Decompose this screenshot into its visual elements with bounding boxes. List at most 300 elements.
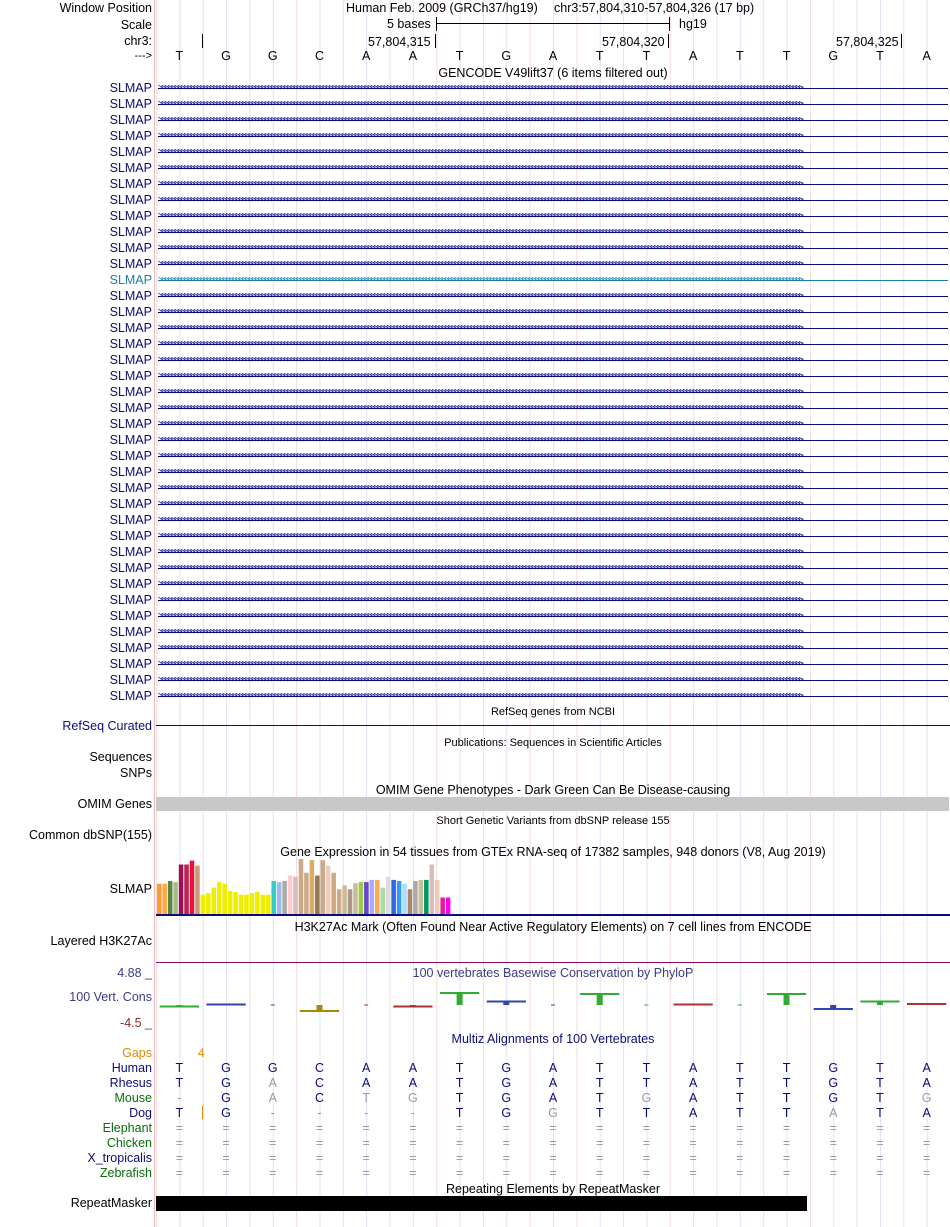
aligned-base: = <box>829 1136 837 1150</box>
aligned-base: = <box>922 1166 931 1180</box>
gtex-tissue-bar <box>391 880 396 914</box>
aligned-base: = <box>782 1166 791 1180</box>
aligned-base: = <box>222 1151 230 1165</box>
sequence-base: A <box>548 49 558 63</box>
strand-chevrons: >>>>>>>>>>>>>>>>>>>>>>>>>>>>>>>>>>>>>>>>>>>>>>>>>>>>>>>>>>>>>>>>>>>>>>>>>>>>>>>>>>>>>>>>>>>>>>>>>>>>>>>>>>>>>>>>>>>>>>>>>>>>>>>>>>>>>>>>>>>>>>>>>>>>>>>>>>>>>>>>>>>>>>>>>>>>>>>>>>>>>>>>>>>>>>>>>>>>>>>> <box>158 147 802 157</box>
aligned-base: T <box>876 1076 884 1090</box>
gtex-tissue-bar <box>430 865 435 915</box>
tick-mark <box>202 34 203 48</box>
gtex-tissue-bar <box>212 888 217 914</box>
aligned-base: = <box>549 1136 557 1150</box>
aligned-base: A <box>829 1106 838 1120</box>
gencode-transcript-label[interactable]: SLMAP <box>109 529 152 543</box>
gencode-transcript-label[interactable]: SLMAP <box>109 145 152 159</box>
dbsnp-track-label[interactable]: Common dbSNP(155) <box>29 828 152 842</box>
aligned-base: A <box>268 1091 277 1105</box>
repeatmasker-element-bar[interactable] <box>156 1196 807 1211</box>
gencode-transcript-label[interactable]: SLMAP <box>109 337 152 351</box>
window-position-label: Window Position <box>59 1 152 15</box>
strand-chevrons: >>>>>>>>>>>>>>>>>>>>>>>>>>>>>>>>>>>>>>>>>>>>>>>>>>>>>>>>>>>>>>>>>>>>>>>>>>>>>>>>>>>>>>>>>>>>>>>>>>>>>>>>>>>>>>>>>>>>>>>>>>>>>>>>>>>>>>>>>>>>>>>>>>>>>>>>>>>>>>>>>>>>>>>>>>>>>>>>>>>>>>>>>>>>>>>>>>>>>>>> <box>158 435 802 445</box>
aligned-base: = <box>876 1166 884 1180</box>
species-label[interactable]: X_tropicalis <box>87 1151 152 1165</box>
gtex-tissue-bar <box>408 889 413 914</box>
gencode-transcript-label[interactable]: SLMAP <box>109 417 152 431</box>
aligned-base: C <box>314 1091 324 1105</box>
aligned-base: A <box>548 1091 558 1105</box>
gencode-transcript-label[interactable]: SLMAP <box>109 449 152 463</box>
aligned-base: T <box>595 1076 604 1090</box>
strand-chevrons: >>>>>>>>>>>>>>>>>>>>>>>>>>>>>>>>>>>>>>>>>>>>>>>>>>>>>>>>>>>>>>>>>>>>>>>>>>>>>>>>>>>>>>>>>>>>>>>>>>>>>>>>>>>>>>>>>>>>>>>>>>>>>>>>>>>>>>>>>>>>>>>>>>>>>>>>>>>>>>>>>>>>>>>>>>>>>>>>>>>>>>>>>>>>>>>>>>>>>>>> <box>158 243 802 253</box>
aligned-base: = <box>455 1151 464 1165</box>
gencode-transcript-label[interactable]: SLMAP <box>109 321 152 335</box>
refseq-gene-line[interactable] <box>156 725 950 726</box>
aligned-base: T <box>595 1091 604 1105</box>
gtex-tissue-bar <box>162 884 167 914</box>
gtex-tissue-bar <box>342 885 347 914</box>
sequence-base: T <box>175 49 184 63</box>
publications-label-sequences[interactable]: Sequences <box>89 750 152 764</box>
aligned-base: = <box>409 1136 417 1150</box>
gencode-transcript-label[interactable]: SLMAP <box>109 209 152 223</box>
strand-label[interactable]: ---> <box>134 50 152 62</box>
aligned-base: T <box>782 1091 791 1105</box>
aligned-base: G <box>267 1061 278 1075</box>
aligned-base: C <box>314 1061 324 1075</box>
aligned-base: = <box>409 1151 417 1165</box>
aligned-base: G <box>548 1106 558 1120</box>
aligned-base: T <box>782 1061 791 1075</box>
aligned-base: = <box>829 1121 837 1135</box>
aligned-base: C <box>314 1076 324 1090</box>
species-label[interactable]: Rhesus <box>109 1076 152 1090</box>
aligned-base: = <box>922 1151 931 1165</box>
gencode-transcript-label[interactable]: SLMAP <box>109 161 152 175</box>
gtex-tissue-bar <box>375 880 380 914</box>
aligned-base: = <box>175 1136 183 1150</box>
aligned-base: T <box>642 1076 651 1090</box>
aligned-base: - <box>317 1106 322 1120</box>
aligned-base: = <box>689 1166 697 1180</box>
gencode-transcript-label[interactable]: SLMAP <box>109 673 152 687</box>
aligned-base: G <box>221 1076 231 1090</box>
strand-chevrons: >>>>>>>>>>>>>>>>>>>>>>>>>>>>>>>>>>>>>>>>>>>>>>>>>>>>>>>>>>>>>>>>>>>>>>>>>>>>>>>>>>>>>>>>>>>>>>>>>>>>>>>>>>>>>>>>>>>>>>>>>>>>>>>>>>>>>>>>>>>>>>>>>>>>>>>>>>>>>>>>>>>>>>>>>>>>>>>>>>>>>>>>>>>>>>>>>>>>>>>> <box>158 371 802 381</box>
gencode-transcript-label[interactable]: SLMAP <box>109 609 152 623</box>
gencode-transcript-label[interactable]: SLMAP <box>109 241 152 255</box>
sequence-base: T <box>455 49 464 63</box>
species-label[interactable]: Human <box>111 1061 152 1075</box>
aligned-base: T <box>175 1076 184 1090</box>
aligned-base: A <box>548 1076 558 1090</box>
gencode-transcript-label[interactable]: SLMAP <box>109 193 152 207</box>
aligned-base: = <box>269 1151 277 1165</box>
aligned-base: G <box>828 1061 839 1075</box>
strand-chevrons: >>>>>>>>>>>>>>>>>>>>>>>>>>>>>>>>>>>>>>>>>>>>>>>>>>>>>>>>>>>>>>>>>>>>>>>>>>>>>>>>>>>>>>>>>>>>>>>>>>>>>>>>>>>>>>>>>>>>>>>>>>>>>>>>>>>>>>>>>>>>>>>>>>>>>>>>>>>>>>>>>>>>>>>>>>>>>>>>>>>>>>>>>>>>>>>>>>>>>>>> <box>158 467 802 477</box>
strand-chevrons: >>>>>>>>>>>>>>>>>>>>>>>>>>>>>>>>>>>>>>>>>>>>>>>>>>>>>>>>>>>>>>>>>>>>>>>>>>>>>>>>>>>>>>>>>>>>>>>>>>>>>>>>>>>>>>>>>>>>>>>>>>>>>>>>>>>>>>>>>>>>>>>>>>>>>>>>>>>>>>>>>>>>>>>>>>>>>>>>>>>>>>>>>>>>>>>>>>>>>>>> <box>158 499 802 509</box>
multiz-track-title[interactable]: Multiz Alignments of 100 Vertebrates <box>451 1032 655 1046</box>
gencode-transcript-label[interactable]: SLMAP <box>109 513 152 527</box>
aligned-base: = <box>222 1121 230 1135</box>
aligned-base: = <box>689 1151 697 1165</box>
tick-label: 57,804,315 <box>368 35 431 49</box>
aligned-base: = <box>269 1121 277 1135</box>
gtex-tissue-bar <box>359 882 364 914</box>
gtex-tissue-bar <box>397 881 402 914</box>
tick-mark <box>901 34 902 48</box>
strand-chevrons: >>>>>>>>>>>>>>>>>>>>>>>>>>>>>>>>>>>>>>>>>>>>>>>>>>>>>>>>>>>>>>>>>>>>>>>>>>>>>>>>>>>>>>>>>>>>>>>>>>>>>>>>>>>>>>>>>>>>>>>>>>>>>>>>>>>>>>>>>>>>>>>>>>>>>>>>>>>>>>>>>>>>>>>>>>>>>>>>>>>>>>>>>>>>>>>>>>>>>>>> <box>158 403 802 413</box>
strand-chevrons: >>>>>>>>>>>>>>>>>>>>>>>>>>>>>>>>>>>>>>>>>>>>>>>>>>>>>>>>>>>>>>>>>>>>>>>>>>>>>>>>>>>>>>>>>>>>>>>>>>>>>>>>>>>>>>>>>>>>>>>>>>>>>>>>>>>>>>>>>>>>>>>>>>>>>>>>>>>>>>>>>>>>>>>>>>>>>>>>>>>>>>>>>>>>>>>>>>>>>>>> <box>158 563 802 573</box>
gtex-tissue-bar <box>190 861 195 914</box>
aligned-base: = <box>922 1121 931 1135</box>
gtex-tissue-bar <box>233 892 238 914</box>
omim-gene-bar[interactable] <box>156 797 949 811</box>
aligned-base: T <box>595 1061 604 1075</box>
aligned-base: T <box>362 1091 370 1105</box>
strand-chevrons: >>>>>>>>>>>>>>>>>>>>>>>>>>>>>>>>>>>>>>>>>>>>>>>>>>>>>>>>>>>>>>>>>>>>>>>>>>>>>>>>>>>>>>>>>>>>>>>>>>>>>>>>>>>>>>>>>>>>>>>>>>>>>>>>>>>>>>>>>>>>>>>>>>>>>>>>>>>>>>>>>>>>>>>>>>>>>>>>>>>>>>>>>>>>>>>>>>>>>>>> <box>158 115 802 125</box>
aligned-base: = <box>829 1151 837 1165</box>
aligned-base: = <box>175 1151 183 1165</box>
phylop-chart[interactable] <box>0 980 950 1020</box>
gencode-transcript-label[interactable]: SLMAP <box>109 369 152 383</box>
phylop-max-label: 4.88 _ <box>117 966 152 980</box>
gencode-transcript-label[interactable]: SLMAP <box>109 97 152 111</box>
gencode-transcript-label[interactable]: SLMAP <box>109 641 152 655</box>
aligned-base: A <box>408 1076 418 1090</box>
chrom-label: chr3: <box>124 34 152 48</box>
aligned-base: = <box>642 1151 651 1165</box>
gtex-tissue-bar <box>244 895 249 914</box>
gtex-tissue-bar <box>331 873 336 914</box>
gtex-tissue-bar <box>255 892 260 914</box>
strand-chevrons: >>>>>>>>>>>>>>>>>>>>>>>>>>>>>>>>>>>>>>>>>>>>>>>>>>>>>>>>>>>>>>>>>>>>>>>>>>>>>>>>>>>>>>>>>>>>>>>>>>>>>>>>>>>>>>>>>>>>>>>>>>>>>>>>>>>>>>>>>>>>>>>>>>>>>>>>>>>>>>>>>>>>>>>>>>>>>>>>>>>>>>>>>>>>>>>>>>>>>>>> <box>158 547 802 557</box>
strand-chevrons: >>>>>>>>>>>>>>>>>>>>>>>>>>>>>>>>>>>>>>>>>>>>>>>>>>>>>>>>>>>>>>>>>>>>>>>>>>>>>>>>>>>>>>>>>>>>>>>>>>>>>>>>>>>>>>>>>>>>>>>>>>>>>>>>>>>>>>>>>>>>>>>>>>>>>>>>>>>>>>>>>>>>>>>>>>>>>>>>>>>>>>>>>>>>>>>>>>>>>>>> <box>158 339 802 349</box>
aligned-base: A <box>922 1076 931 1090</box>
aligned-base: = <box>549 1151 557 1165</box>
gtex-tissue-bar <box>195 866 200 914</box>
gtex-tissue-bar <box>315 876 320 915</box>
strand-chevrons: >>>>>>>>>>>>>>>>>>>>>>>>>>>>>>>>>>>>>>>>>>>>>>>>>>>>>>>>>>>>>>>>>>>>>>>>>>>>>>>>>>>>>>>>>>>>>>>>>>>>>>>>>>>>>>>>>>>>>>>>>>>>>>>>>>>>>>>>>>>>>>>>>>>>>>>>>>>>>>>>>>>>>>>>>>>>>>>>>>>>>>>>>>>>>>>>>>>>>>>> <box>158 659 802 669</box>
aligned-base: = <box>269 1136 277 1150</box>
gap-insertion-marker <box>202 1106 203 1119</box>
phylop-score-bar <box>597 994 603 1005</box>
tick-label: 57,804,325 <box>836 35 899 49</box>
gtex-tissue-bar <box>282 881 287 914</box>
aligned-base: = <box>642 1121 651 1135</box>
aligned-base: = <box>175 1166 183 1180</box>
repeatmasker-track-title[interactable]: Repeating Elements by RepeatMasker <box>445 1182 660 1196</box>
aligned-base: = <box>222 1136 230 1150</box>
tick-mark <box>668 34 669 48</box>
gencode-transcript-label[interactable]: SLMAP <box>109 113 152 127</box>
gtex-tissue-bar <box>386 877 391 914</box>
aligned-base: T <box>876 1091 884 1105</box>
aligned-base: = <box>596 1151 604 1165</box>
aligned-base: A <box>688 1061 698 1075</box>
gencode-transcript-label[interactable]: SLMAP <box>109 273 152 287</box>
sequence-base: T <box>595 49 604 63</box>
aligned-base: = <box>362 1136 370 1150</box>
gtex-tissue-bar <box>266 895 271 914</box>
aligned-base: T <box>642 1061 651 1075</box>
aligned-base: = <box>689 1136 697 1150</box>
aligned-base: = <box>315 1136 324 1150</box>
aligned-base: G <box>221 1106 231 1120</box>
strand-chevrons: >>>>>>>>>>>>>>>>>>>>>>>>>>>>>>>>>>>>>>>>>>>>>>>>>>>>>>>>>>>>>>>>>>>>>>>>>>>>>>>>>>>>>>>>>>>>>>>>>>>>>>>>>>>>>>>>>>>>>>>>>>>>>>>>>>>>>>>>>>>>>>>>>>>>>>>>>>>>>>>>>>>>>>>>>>>>>>>>>>>>>>>>>>>>>>>>>>>>>>>> <box>158 291 802 301</box>
gtex-tissue-bar <box>288 876 293 915</box>
gencode-track-title[interactable]: GENCODE V49lift37 (6 items filtered out) <box>438 66 668 80</box>
aligned-base: = <box>782 1151 791 1165</box>
aligned-base: = <box>502 1136 510 1150</box>
gtex-tissue-bar <box>250 893 255 914</box>
sequence-base: G <box>501 49 512 63</box>
gtex-tissue-bar <box>206 893 211 914</box>
strand-chevrons: >>>>>>>>>>>>>>>>>>>>>>>>>>>>>>>>>>>>>>>>>>>>>>>>>>>>>>>>>>>>>>>>>>>>>>>>>>>>>>>>>>>>>>>>>>>>>>>>>>>>>>>>>>>>>>>>>>>>>>>>>>>>>>>>>>>>>>>>>>>>>>>>>>>>>>>>>>>>>>>>>>>>>>>>>>>>>>>>>>>>>>>>>>>>>>>>>>>>>>>> <box>158 531 802 541</box>
sequence-base: G <box>267 49 278 63</box>
gtex-tissue-bar <box>261 895 266 914</box>
strand-chevrons: >>>>>>>>>>>>>>>>>>>>>>>>>>>>>>>>>>>>>>>>>>>>>>>>>>>>>>>>>>>>>>>>>>>>>>>>>>>>>>>>>>>>>>>>>>>>>>>>>>>>>>>>>>>>>>>>>>>>>>>>>>>>>>>>>>>>>>>>>>>>>>>>>>>>>>>>>>>>>>>>>>>>>>>>>>>>>>>>>>>>>>>>>>>>>>>>>>>>>>>> <box>158 515 802 525</box>
scale-value: 5 bases <box>387 17 431 31</box>
aligned-base: G <box>501 1061 512 1075</box>
gtex-tissue-bar <box>168 881 173 914</box>
gencode-transcript-label[interactable]: SLMAP <box>109 177 152 191</box>
aligned-base: = <box>876 1151 884 1165</box>
aligned-base: = <box>596 1166 604 1180</box>
strand-chevrons: >>>>>>>>>>>>>>>>>>>>>>>>>>>>>>>>>>>>>>>>>>>>>>>>>>>>>>>>>>>>>>>>>>>>>>>>>>>>>>>>>>>>>>>>>>>>>>>>>>>>>>>>>>>>>>>>>>>>>>>>>>>>>>>>>>>>>>>>>>>>>>>>>>>>>>>>>>>>>>>>>>>>>>>>>>>>>>>>>>>>>>>>>>>>>>>>>>>>>>>> <box>158 387 802 397</box>
aligned-base: = <box>222 1166 230 1180</box>
gtex-tissue-bar <box>348 889 353 914</box>
aligned-base: T <box>735 1061 744 1075</box>
strand-chevrons: >>>>>>>>>>>>>>>>>>>>>>>>>>>>>>>>>>>>>>>>>>>>>>>>>>>>>>>>>>>>>>>>>>>>>>>>>>>>>>>>>>>>>>>>>>>>>>>>>>>>>>>>>>>>>>>>>>>>>>>>>>>>>>>>>>>>>>>>>>>>>>>>>>>>>>>>>>>>>>>>>>>>>>>>>>>>>>>>>>>>>>>>>>>>>>>>>>>>>>>> <box>158 579 802 589</box>
repeatmasker-track-label[interactable]: RepeatMasker <box>70 1196 152 1210</box>
aligned-base: = <box>549 1121 557 1135</box>
gtex-tissue-bar <box>271 881 276 914</box>
gtex-expression-chart[interactable] <box>156 858 556 916</box>
gtex-tissue-bar <box>277 882 282 914</box>
gencode-transcript-label[interactable]: SLMAP <box>109 625 152 639</box>
publications-label-snps[interactable]: SNPs <box>120 766 152 780</box>
gtex-tissue-bar <box>446 898 451 915</box>
aligned-base: = <box>409 1121 417 1135</box>
gencode-transcript-label[interactable]: SLMAP <box>109 497 152 511</box>
omim-track-label[interactable]: OMIM Genes <box>77 797 152 811</box>
aligned-base: A <box>362 1061 371 1075</box>
aligned-base: A <box>922 1106 931 1120</box>
dbsnp-track-title[interactable]: Short Genetic Variants from dbSNP release 155 <box>436 815 670 827</box>
gencode-transcript-label[interactable]: SLMAP <box>109 289 152 303</box>
strand-chevrons: >>>>>>>>>>>>>>>>>>>>>>>>>>>>>>>>>>>>>>>>>>>>>>>>>>>>>>>>>>>>>>>>>>>>>>>>>>>>>>>>>>>>>>>>>>>>>>>>>>>>>>>>>>>>>>>>>>>>>>>>>>>>>>>>>>>>>>>>>>>>>>>>>>>>>>>>>>>>>>>>>>>>>>>>>>>>>>>>>>>>>>>>>>>>>>>>>>>>>>>> <box>158 307 802 317</box>
gencode-transcript-label[interactable]: SLMAP <box>109 657 152 671</box>
aligned-base: = <box>315 1166 324 1180</box>
aligned-base: G <box>501 1091 512 1105</box>
gtex-tissue-bar <box>380 888 385 914</box>
aligned-base: G <box>221 1091 231 1105</box>
aligned-base: = <box>362 1166 370 1180</box>
strand-chevrons: >>>>>>>>>>>>>>>>>>>>>>>>>>>>>>>>>>>>>>>>>>>>>>>>>>>>>>>>>>>>>>>>>>>>>>>>>>>>>>>>>>>>>>>>>>>>>>>>>>>>>>>>>>>>>>>>>>>>>>>>>>>>>>>>>>>>>>>>>>>>>>>>>>>>>>>>>>>>>>>>>>>>>>>>>>>>>>>>>>>>>>>>>>>>>>>>>>>>>>>> <box>158 355 802 365</box>
gtex-tissue-bar <box>184 865 189 915</box>
gencode-transcript-label[interactable]: SLMAP <box>109 401 152 415</box>
gtex-tissue-bar <box>413 881 418 914</box>
aligned-base: = <box>642 1136 651 1150</box>
gtex-tissue-bar <box>353 883 358 914</box>
gtex-tissue-bar <box>217 882 222 914</box>
gtex-tissue-bar <box>299 859 304 914</box>
aligned-base: = <box>736 1151 744 1165</box>
refseq-track-label[interactable]: RefSeq Curated <box>62 719 152 733</box>
aligned-base: A <box>688 1091 698 1105</box>
gencode-transcript-label[interactable]: SLMAP <box>109 353 152 367</box>
phylop-min-label: -4.5 _ <box>120 1016 152 1030</box>
aligned-base: = <box>922 1136 931 1150</box>
gtex-tissue-bar <box>321 860 326 914</box>
aligned-base: A <box>548 1061 558 1075</box>
aligned-base: = <box>736 1166 744 1180</box>
gencode-transcript-label[interactable]: SLMAP <box>109 465 152 479</box>
gtex-tissue-bar <box>179 865 184 915</box>
aligned-base: = <box>455 1136 464 1150</box>
aligned-base: G <box>921 1091 932 1105</box>
aligned-base: = <box>876 1121 884 1135</box>
species-label[interactable]: Chicken <box>106 1136 152 1150</box>
gencode-transcript-label[interactable]: SLMAP <box>109 593 152 607</box>
aligned-base: = <box>736 1136 744 1150</box>
aligned-base: T <box>595 1106 604 1120</box>
gtex-tissue-bar <box>424 880 429 914</box>
phylop-score-bar <box>457 993 463 1005</box>
refseq-track-title[interactable]: RefSeq genes from NCBI <box>490 706 616 718</box>
aligned-base: T <box>735 1076 744 1090</box>
gtex-tissue-bar <box>310 860 315 914</box>
strand-chevrons: >>>>>>>>>>>>>>>>>>>>>>>>>>>>>>>>>>>>>>>>>>>>>>>>>>>>>>>>>>>>>>>>>>>>>>>>>>>>>>>>>>>>>>>>>>>>>>>>>>>>>>>>>>>>>>>>>>>>>>>>>>>>>>>>>>>>>>>>>>>>>>>>>>>>>>>>>>>>>>>>>>>>>>>>>>>>>>>>>>>>>>>>>>>>>>>>>>>>>>>> <box>158 419 802 429</box>
gaps-label: Gaps <box>122 1046 152 1060</box>
gtex-tissue-bar <box>364 882 369 914</box>
gencode-transcript-label[interactable]: SLMAP <box>109 305 152 319</box>
aligned-base: T <box>455 1106 464 1120</box>
aligned-base: = <box>502 1151 510 1165</box>
gencode-transcript-label[interactable]: SLMAP <box>109 129 152 143</box>
gtex-tissue-bar <box>440 898 445 915</box>
aligned-base: G <box>501 1106 512 1120</box>
phylop-track-label[interactable]: 100 Vert. Cons <box>69 990 152 1004</box>
publications-track-title[interactable]: Publications: Sequences in Scientific Articles <box>444 737 662 749</box>
strand-chevrons: >>>>>>>>>>>>>>>>>>>>>>>>>>>>>>>>>>>>>>>>>>>>>>>>>>>>>>>>>>>>>>>>>>>>>>>>>>>>>>>>>>>>>>>>>>>>>>>>>>>>>>>>>>>>>>>>>>>>>>>>>>>>>>>>>>>>>>>>>>>>>>>>>>>>>>>>>>>>>>>>>>>>>>>>>>>>>>>>>>>>>>>>>>>>>>>>>>>>>>>> <box>158 227 802 237</box>
aligned-base: T <box>642 1106 651 1120</box>
gencode-transcript-label[interactable]: SLMAP <box>109 481 152 495</box>
aligned-base: = <box>455 1121 464 1135</box>
aligned-base: A <box>688 1106 698 1120</box>
gencode-transcript-label[interactable]: SLMAP <box>109 545 152 559</box>
aligned-base: T <box>782 1076 791 1090</box>
sequence-base: A <box>362 49 371 63</box>
gencode-transcript-label[interactable]: SLMAP <box>109 257 152 271</box>
gtex-baseline <box>156 914 950 916</box>
gencode-transcript-label[interactable]: SLMAP <box>109 385 152 399</box>
aligned-base: = <box>782 1136 791 1150</box>
gtex-track-label[interactable]: SLMAP <box>109 882 152 896</box>
sequence-base: A <box>688 49 698 63</box>
aligned-base: G <box>501 1076 512 1090</box>
strand-chevrons: >>>>>>>>>>>>>>>>>>>>>>>>>>>>>>>>>>>>>>>>>>>>>>>>>>>>>>>>>>>>>>>>>>>>>>>>>>>>>>>>>>>>>>>>>>>>>>>>>>>>>>>>>>>>>>>>>>>>>>>>>>>>>>>>>>>>>>>>>>>>>>>>>>>>>>>>>>>>>>>>>>>>>>>>>>>>>>>>>>>>>>>>>>>>>>>>>>>>>>>> <box>158 595 802 605</box>
strand-chevrons: >>>>>>>>>>>>>>>>>>>>>>>>>>>>>>>>>>>>>>>>>>>>>>>>>>>>>>>>>>>>>>>>>>>>>>>>>>>>>>>>>>>>>>>>>>>>>>>>>>>>>>>>>>>>>>>>>>>>>>>>>>>>>>>>>>>>>>>>>>>>>>>>>>>>>>>>>>>>>>>>>>>>>>>>>>>>>>>>>>>>>>>>>>>>>>>>>>>>>>>> <box>158 611 802 621</box>
aligned-base: = <box>175 1121 183 1135</box>
species-label[interactable]: Dog <box>129 1106 152 1120</box>
aligned-base: = <box>502 1121 510 1135</box>
gtex-tissue-bar <box>173 882 178 914</box>
aligned-base: T <box>876 1061 884 1075</box>
scale-db: hg19 <box>679 17 707 31</box>
species-label[interactable]: Mouse <box>114 1091 152 1105</box>
sequence-base: A <box>408 49 418 63</box>
h3k27ac-signal-line <box>156 962 950 963</box>
tick-label: 57,804,320 <box>602 35 665 49</box>
aligned-base: = <box>829 1166 837 1180</box>
strand-chevrons: >>>>>>>>>>>>>>>>>>>>>>>>>>>>>>>>>>>>>>>>>>>>>>>>>>>>>>>>>>>>>>>>>>>>>>>>>>>>>>>>>>>>>>>>>>>>>>>>>>>>>>>>>>>>>>>>>>>>>>>>>>>>>>>>>>>>>>>>>>>>>>>>>>>>>>>>>>>>>>>>>>>>>>>>>>>>>>>>>>>>>>>>>>>>>>>>>>>>>>>> <box>158 131 802 141</box>
aligned-base: G <box>828 1076 839 1090</box>
aligned-base: = <box>642 1166 651 1180</box>
strand-chevrons: >>>>>>>>>>>>>>>>>>>>>>>>>>>>>>>>>>>>>>>>>>>>>>>>>>>>>>>>>>>>>>>>>>>>>>>>>>>>>>>>>>>>>>>>>>>>>>>>>>>>>>>>>>>>>>>>>>>>>>>>>>>>>>>>>>>>>>>>>>>>>>>>>>>>>>>>>>>>>>>>>>>>>>>>>>>>>>>>>>>>>>>>>>>>>>>>>>>>>>>> <box>158 163 802 173</box>
gencode-transcript-label[interactable]: SLMAP <box>109 225 152 239</box>
strand-chevrons: >>>>>>>>>>>>>>>>>>>>>>>>>>>>>>>>>>>>>>>>>>>>>>>>>>>>>>>>>>>>>>>>>>>>>>>>>>>>>>>>>>>>>>>>>>>>>>>>>>>>>>>>>>>>>>>>>>>>>>>>>>>>>>>>>>>>>>>>>>>>>>>>>>>>>>>>>>>>>>>>>>>>>>>>>>>>>>>>>>>>>>>>>>>>>>>>>>>>>>>> <box>158 483 802 493</box>
gtex-tissue-bar <box>201 895 206 914</box>
species-label[interactable]: Zebrafish <box>99 1166 152 1180</box>
gencode-transcript-label[interactable]: SLMAP <box>109 561 152 575</box>
aligned-base: G <box>221 1061 231 1075</box>
gtex-track-title[interactable]: Gene Expression in 54 tissues from GTEx RNA-seq of 17382 samples, 948 donors (V8, Aug 2019) <box>280 845 826 859</box>
aligned-base: T <box>455 1091 464 1105</box>
omim-track-title[interactable]: OMIM Gene Phenotypes - Dark Green Can Be Disease-causing <box>375 783 731 797</box>
phylop-track-title[interactable]: 100 vertebrates Basewise Conservation by PhyloP <box>412 966 694 980</box>
h3k27ac-track-label[interactable]: Layered H3K27Ac <box>50 934 152 948</box>
strand-chevrons: >>>>>>>>>>>>>>>>>>>>>>>>>>>>>>>>>>>>>>>>>>>>>>>>>>>>>>>>>>>>>>>>>>>>>>>>>>>>>>>>>>>>>>>>>>>>>>>>>>>>>>>>>>>>>>>>>>>>>>>>>>>>>>>>>>>>>>>>>>>>>>>>>>>>>>>>>>>>>>>>>>>>>>>>>>>>>>>>>>>>>>>>>>>>>>>>>>>>>>>> <box>158 99 802 109</box>
strand-chevrons: >>>>>>>>>>>>>>>>>>>>>>>>>>>>>>>>>>>>>>>>>>>>>>>>>>>>>>>>>>>>>>>>>>>>>>>>>>>>>>>>>>>>>>>>>>>>>>>>>>>>>>>>>>>>>>>>>>>>>>>>>>>>>>>>>>>>>>>>>>>>>>>>>>>>>>>>>>>>>>>>>>>>>>>>>>>>>>>>>>>>>>>>>>>>>>>>>>>>>>>> <box>158 323 802 333</box>
strand-chevrons: >>>>>>>>>>>>>>>>>>>>>>>>>>>>>>>>>>>>>>>>>>>>>>>>>>>>>>>>>>>>>>>>>>>>>>>>>>>>>>>>>>>>>>>>>>>>>>>>>>>>>>>>>>>>>>>>>>>>>>>>>>>>>>>>>>>>>>>>>>>>>>>>>>>>>>>>>>>>>>>>>>>>>>>>>>>>>>>>>>>>>>>>>>>>>>>>>>>>>>>> <box>158 451 802 461</box>
h3k27ac-track-title[interactable]: H3K27Ac Mark (Often Found Near Active Regulatory Elements) on 7 cell lines from ENCODE <box>294 920 812 934</box>
sequence-base: T <box>782 49 791 63</box>
strand-chevrons: >>>>>>>>>>>>>>>>>>>>>>>>>>>>>>>>>>>>>>>>>>>>>>>>>>>>>>>>>>>>>>>>>>>>>>>>>>>>>>>>>>>>>>>>>>>>>>>>>>>>>>>>>>>>>>>>>>>>>>>>>>>>>>>>>>>>>>>>>>>>>>>>>>>>>>>>>>>>>>>>>>>>>>>>>>>>>>>>>>>>>>>>>>>>>>>>>>>>>>>> <box>158 275 802 285</box>
gencode-transcript-label[interactable]: SLMAP <box>109 81 152 95</box>
gencode-transcript-label[interactable]: SLMAP <box>109 433 152 447</box>
sequence-base: G <box>828 49 839 63</box>
assembly-name: Human Feb. 2009 (GRCh37/hg19) <box>346 1 538 15</box>
gtex-tissue-bar <box>402 884 407 914</box>
aligned-base: A <box>362 1076 371 1090</box>
gencode-transcript-label[interactable]: SLMAP <box>109 689 152 703</box>
position-readout[interactable]: chr3:57,804,310-57,804,326 (17 bp) <box>554 1 755 15</box>
aligned-base: T <box>735 1106 744 1120</box>
aligned-base: T <box>455 1076 464 1090</box>
aligned-base: T <box>175 1061 184 1075</box>
aligned-base: = <box>409 1166 417 1180</box>
species-label[interactable]: Elephant <box>102 1121 152 1135</box>
gtex-tissue-bar <box>304 873 309 914</box>
gtex-tissue-bar <box>337 889 342 914</box>
strand-chevrons: >>>>>>>>>>>>>>>>>>>>>>>>>>>>>>>>>>>>>>>>>>>>>>>>>>>>>>>>>>>>>>>>>>>>>>>>>>>>>>>>>>>>>>>>>>>>>>>>>>>>>>>>>>>>>>>>>>>>>>>>>>>>>>>>>>>>>>>>>>>>>>>>>>>>>>>>>>>>>>>>>>>>>>>>>>>>>>>>>>>>>>>>>>>>>>>>>>>>>>>> <box>158 675 802 685</box>
aligned-base: = <box>689 1121 697 1135</box>
aligned-base: = <box>315 1151 324 1165</box>
aligned-base: T <box>782 1106 791 1120</box>
gtex-tissue-bar <box>419 880 424 914</box>
gtex-tissue-bar <box>293 877 298 914</box>
gtex-tissue-bar <box>228 891 233 914</box>
aligned-base: T <box>876 1106 884 1120</box>
aligned-base: = <box>362 1151 370 1165</box>
gtex-tissue-bar <box>239 895 244 914</box>
aligned-base: - <box>270 1106 275 1120</box>
strand-chevrons: >>>>>>>>>>>>>>>>>>>>>>>>>>>>>>>>>>>>>>>>>>>>>>>>>>>>>>>>>>>>>>>>>>>>>>>>>>>>>>>>>>>>>>>>>>>>>>>>>>>>>>>>>>>>>>>>>>>>>>>>>>>>>>>>>>>>>>>>>>>>>>>>>>>>>>>>>>>>>>>>>>>>>>>>>>>>>>>>>>>>>>>>>>>>>>>>>>>>>>>> <box>158 691 802 701</box>
aligned-base: A <box>922 1061 931 1075</box>
aligned-base: = <box>596 1121 604 1135</box>
sequence-base: T <box>876 49 884 63</box>
gencode-transcript-label[interactable]: SLMAP <box>109 577 152 591</box>
gtex-tissue-bar <box>222 884 227 914</box>
